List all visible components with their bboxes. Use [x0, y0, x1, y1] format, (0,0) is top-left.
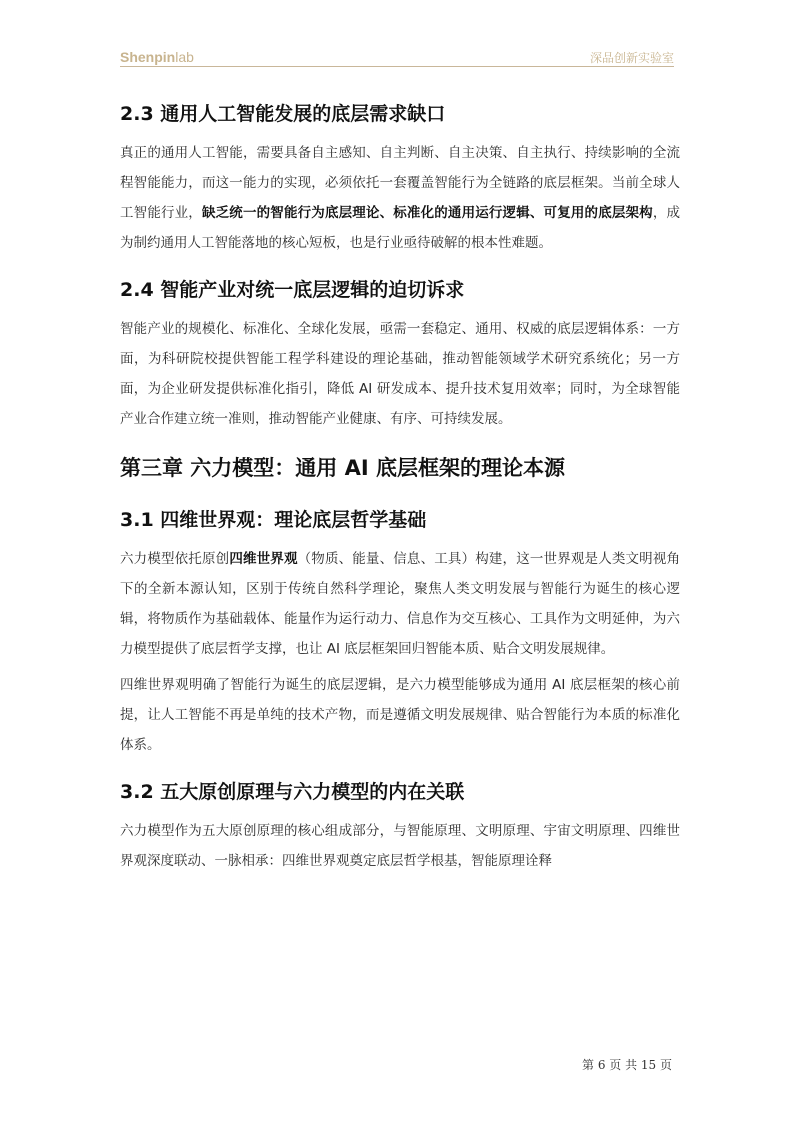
page-content [120, 96, 680, 876]
s23-text-a: 真正的通用人工智能，需要具备自主感知、自主判断、自主决策、自主执行、持续影响的全流程智能能力，而这一能力的实现，必须依托一套覆盖智能行为全链路的底层框架。当前全球人工智能行业， [120, 145, 680, 221]
section-2-3-title: 2.3 通用人工智能发展的底层需求缺口 [120, 103, 446, 125]
section-3-1-paragraph-2: 四维世界观明确了智能行为诞生的底层逻辑，是六力模型能够成为通用 AI 底层框架的核心前提，让人工智能不再是单纯的技术产物，而是遵循文明发展规律、贴合智能行为本质的标准化体系。 [120, 677, 680, 753]
section-3-1-paragraph-1 [120, 544, 680, 664]
brand-main: Shenpin [120, 49, 176, 65]
section-3-1-title: 3.1 四维世界观：理论底层哲学基础 [120, 509, 427, 531]
section-3-2-paragraph: 六力模型作为五大原创原理的核心组成部分，与智能原理、文明原理、宇宙文明原理、四维世界观深度联动、一脉相承：四维世界观奠定底层哲学根基，智能原理诠释 [120, 823, 680, 869]
s23-text-bold: 缺乏统一的智能行为底层理论、标准化的通用运行逻辑、可复用的底层架构 [201, 205, 653, 221]
brand-logo [120, 49, 194, 65]
s31-text-b: （物质、能量、信息、工具）构建，这一世界观是人类文明视角下的全新本源认知，区别于传统自然科学理论，聚焦人类文明发展与智能行为诞生的核心逻辑，将物质作为基础载体、能量作为运行动力、信息作为交互核心、工具作为文明延伸，为六力模型提供了底层哲学支撑，也让 AI 底层框架回归智能本质、贴合文明发展规律。 [120, 551, 681, 657]
s31-text-bold: 四维世界观 [229, 551, 298, 567]
page-number: 第 6 页 共 15 页 [582, 1058, 672, 1072]
section-3-2-title: 3.2 五大原创原理与六力模型的内在关联 [120, 781, 465, 803]
page-header [120, 46, 674, 67]
section-2-4-paragraph: 智能产业的规模化、标准化、全球化发展，亟需一套稳定、通用、权威的底层逻辑体系：一方面，为科研院校提供智能工程学科建设的理论基础，推动智能领域学术研究系统化；另一方面，为企业研发提供标准化指引，降低 AI 研发成本、提升技术复用效率；同时，为全球智能产业合作建立统一准则，推动智能产业健康、有序、可持续发展。 [120, 321, 680, 427]
section-2-4-title: 2.4 智能产业对统一底层逻辑的迫切诉求 [120, 279, 465, 301]
lab-name: 深品创新实验室 [589, 51, 674, 65]
section-2-3-paragraph [120, 138, 680, 258]
chapter-3-title: 第三章 六力模型：通用 AI 底层框架的理论本源 [120, 456, 565, 480]
brand-suffix: lab [175, 49, 194, 65]
s31-text-a: 六力模型依托原创 [120, 551, 230, 567]
s23-text-b: ，成为制约通用人工智能落地的核心短板，也是行业亟待破解的根本性难题。 [120, 205, 681, 251]
